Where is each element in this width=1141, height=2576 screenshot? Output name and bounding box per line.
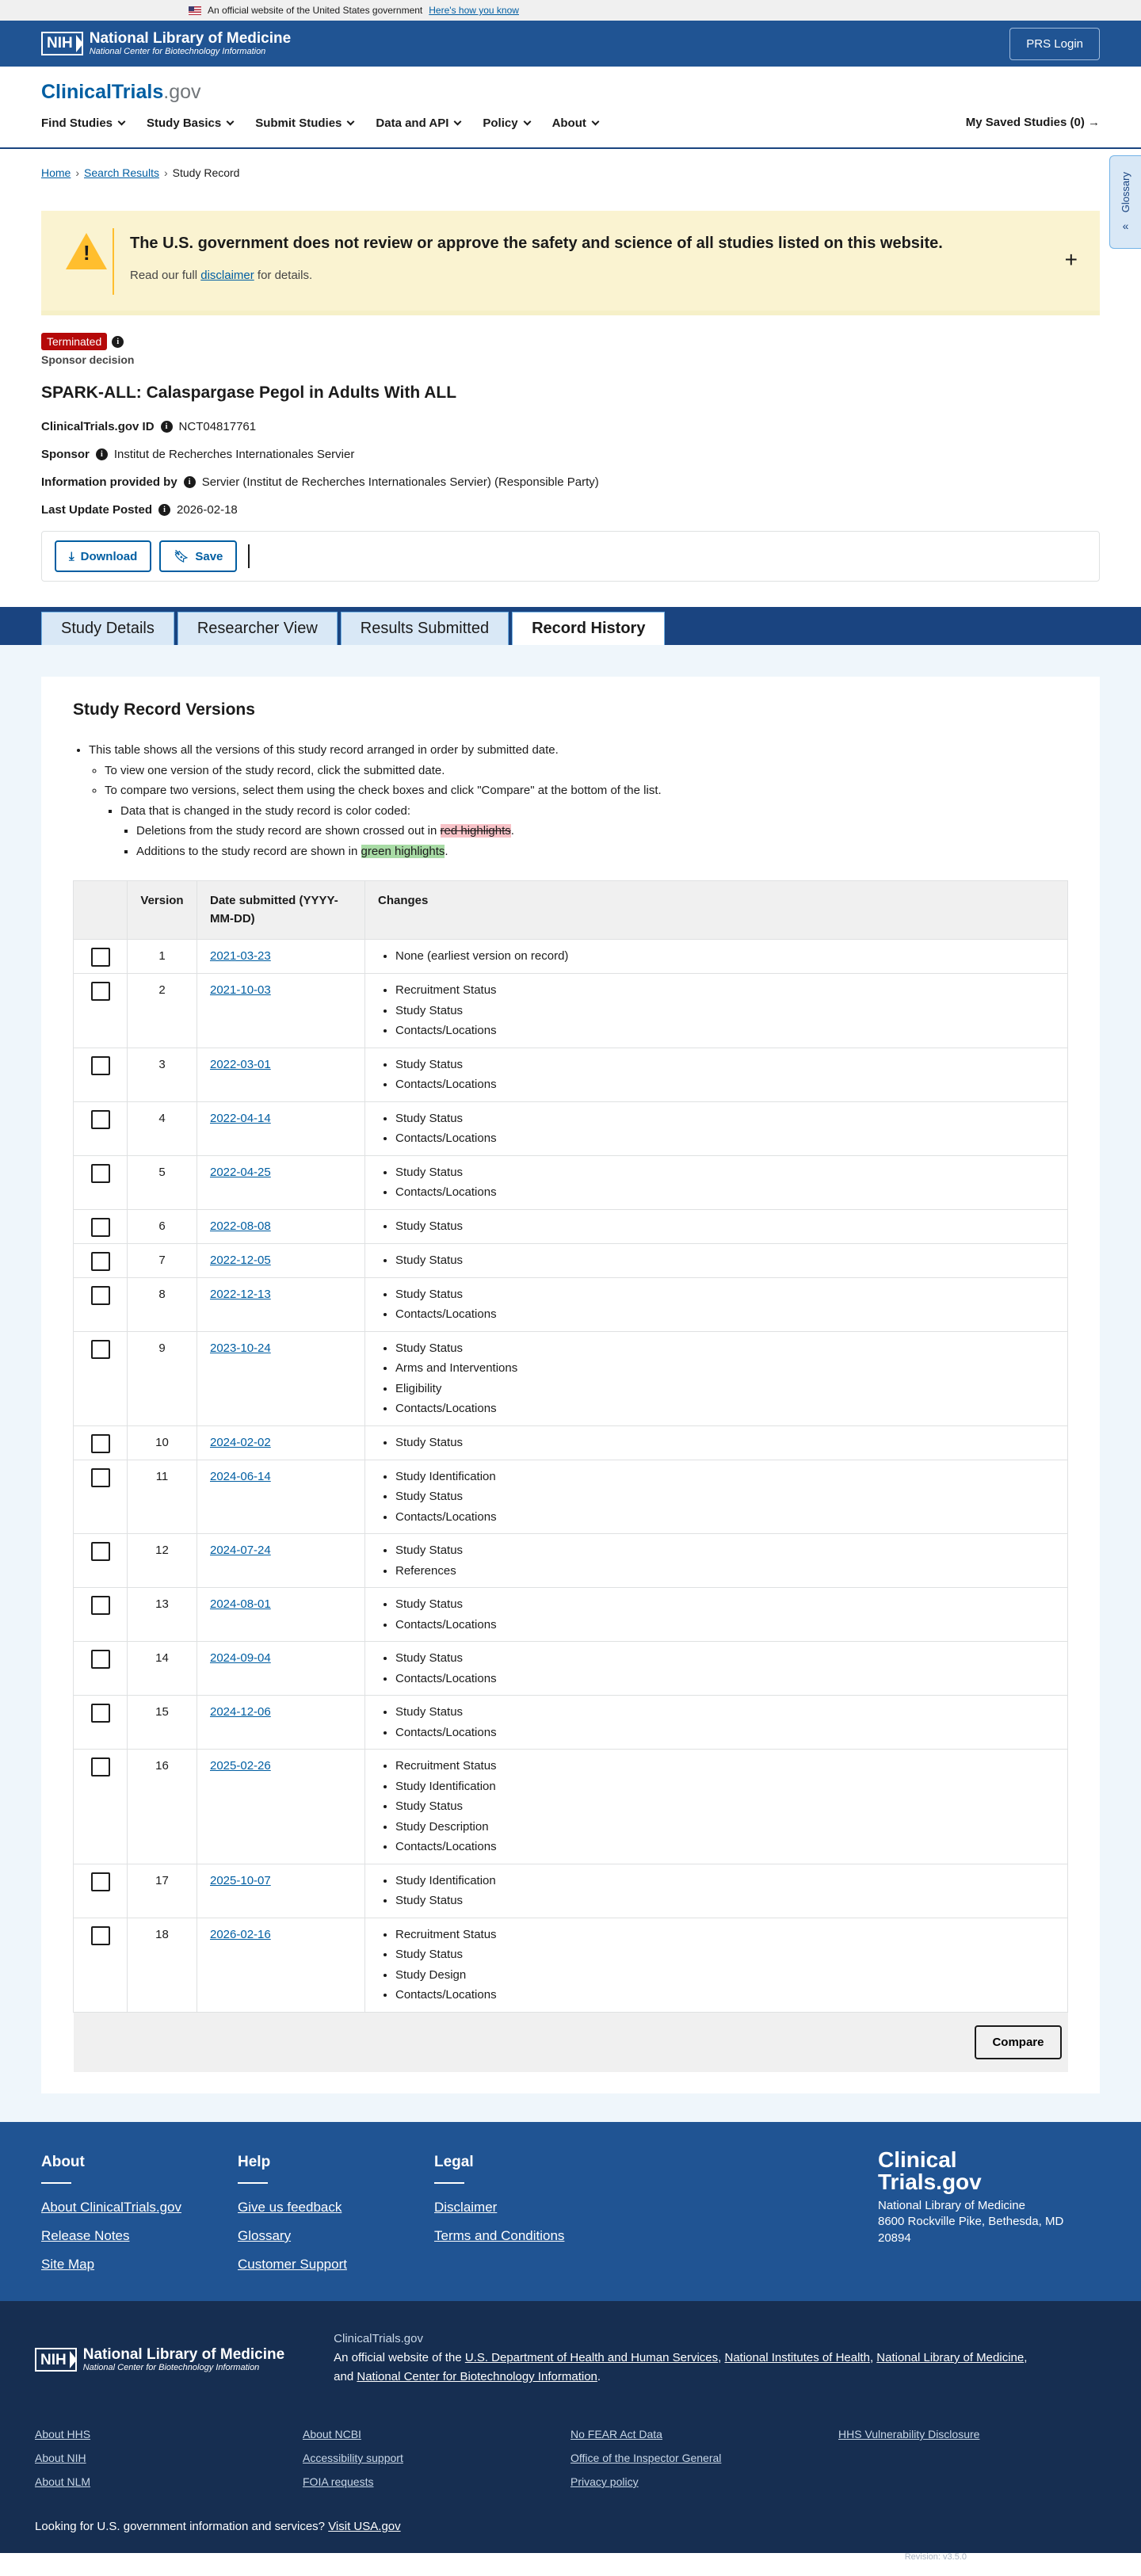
bookmark-icon: 🔖︎ [174, 550, 189, 563]
version-number: 2 [128, 974, 197, 1048]
version-number: 5 [128, 1155, 197, 1209]
nav-data-api[interactable]: Data and API [376, 116, 460, 130]
version-number: 1 [128, 940, 197, 974]
change-item: • None (earliest version on record) [395, 946, 1055, 967]
change-item: • Contacts/Locations [395, 1304, 1055, 1325]
change-item: • Study Status [395, 1796, 1055, 1817]
version-date-link[interactable]: 2021-03-23 [210, 949, 271, 963]
saved-studies-link[interactable]: My Saved Studies (0) → [965, 116, 1100, 129]
footer-link[interactable]: Disclaimer [434, 2200, 498, 2215]
history-notes [73, 740, 1068, 861]
tab-results-submitted[interactable]: Results Submitted [341, 612, 509, 645]
footer-help-heading: Help [238, 2154, 271, 2170]
table-row [74, 1048, 1068, 1101]
version-date-link[interactable]: 2023-10-24 [210, 1341, 271, 1355]
change-item: • Study Identification [395, 1776, 1055, 1797]
col-select [74, 881, 128, 940]
last-update-value: 2026-02-18 [177, 503, 238, 517]
change-item: • Contacts/Locations [395, 1507, 1055, 1528]
version-number: 14 [128, 1642, 197, 1696]
footer-link[interactable]: Glossary [238, 2228, 292, 2243]
version-number: 12 [128, 1534, 197, 1588]
table-row [74, 1277, 1068, 1331]
change-item: • Study Status [395, 1055, 1055, 1075]
change-item: • Study Description [395, 1817, 1055, 1838]
version-checkbox[interactable] [91, 1704, 110, 1723]
change-item: • Contacts/Locations [395, 1837, 1055, 1857]
table-footer [74, 2012, 1068, 2072]
disclaimer-link[interactable]: disclaimer [200, 269, 254, 282]
official-site-text: ClinicalTrials.gov An official website of the U.S. Department of Health and Human Services, National Institutes of Health, National Library of Medicine, and National Center for Biotechnology Information. [334, 2332, 1028, 2383]
addition-sample: green highlights [361, 844, 445, 858]
change-item: • Contacts/Locations [395, 1182, 1055, 1203]
table-row [74, 1750, 1068, 1864]
agency-footer [0, 2301, 1141, 2562]
footer-link[interactable]: Customer Support [238, 2257, 347, 2272]
agency-link[interactable]: About NCBI [303, 2428, 361, 2441]
footer-link[interactable]: Release Notes [41, 2228, 130, 2243]
version-checkbox[interactable] [91, 1340, 110, 1359]
compare-button[interactable]: Compare [975, 2025, 1061, 2059]
glossary-tab[interactable] [1109, 155, 1141, 249]
info-icon[interactable]: i [161, 421, 173, 433]
version-checkbox[interactable] [91, 1542, 110, 1561]
nav-find-studies[interactable]: Find Studies [41, 116, 124, 130]
last-update-label: Last Update Posted [41, 503, 153, 517]
version-number: 6 [128, 1209, 197, 1243]
version-number: 9 [128, 1331, 197, 1425]
change-item: • Study Status [395, 1001, 1055, 1021]
nlm-header [0, 21, 1141, 67]
change-item: • Study Status [395, 1944, 1055, 1965]
breadcrumb-search-results[interactable]: Search Results [84, 166, 159, 179]
download-icon: ⤓ [69, 549, 74, 563]
warning-icon [66, 233, 107, 269]
site-header [0, 67, 1141, 149]
nav-study-basics[interactable]: Study Basics [147, 116, 233, 130]
table-row [74, 1101, 1068, 1155]
footer-link[interactable]: Terms and Conditions [434, 2228, 565, 2243]
note-item: ▪ Data that is changed in the study record is color coded: [120, 801, 1068, 822]
change-item: • References [395, 1561, 1055, 1582]
tab-study-details[interactable]: Study Details [41, 612, 174, 645]
info-icon[interactable]: i [96, 448, 108, 460]
divider [248, 544, 250, 568]
change-item: • Recruitment Status [395, 980, 1055, 1001]
table-row [74, 1864, 1068, 1918]
change-item: • Study Status [395, 1540, 1055, 1561]
table-row [74, 1209, 1068, 1243]
version-checkbox[interactable] [91, 982, 110, 1001]
version-checkbox[interactable] [91, 1286, 110, 1305]
study-meta [0, 403, 1141, 517]
info-icon[interactable]: i [158, 504, 170, 516]
info-icon[interactable]: i [112, 336, 124, 348]
version-date-link[interactable]: 2025-10-07 [210, 1873, 271, 1887]
info-icon[interactable]: i [184, 476, 196, 488]
change-item: • Study Status [395, 1162, 1055, 1183]
deletion-sample: red highlights [440, 824, 511, 838]
status-badge: Terminated [41, 333, 107, 350]
table-row [74, 1642, 1068, 1696]
note-item: ◦ To compare two versions, select them using the check boxes and click "Compare" at the bottom of the list. [105, 780, 1068, 801]
versions-table [73, 880, 1068, 2072]
version-checkbox[interactable] [91, 1110, 110, 1129]
sponsor-label: Sponsor [41, 448, 90, 461]
version-checkbox[interactable] [91, 1056, 110, 1075]
change-item: • Recruitment Status [395, 1925, 1055, 1945]
change-item: • Study Status [395, 1702, 1055, 1723]
col-changes: Changes [365, 881, 1068, 940]
footer-link[interactable]: About ClinicalTrials.gov [41, 2200, 181, 2215]
version-number: 17 [128, 1864, 197, 1918]
change-item: • Study Status [395, 1486, 1055, 1507]
version-number: 3 [128, 1048, 197, 1101]
version-date-link[interactable]: 2024-09-04 [210, 1651, 271, 1665]
agency-link[interactable]: About HHS [35, 2428, 91, 2441]
change-item: • Study Status [395, 1594, 1055, 1615]
version-number: 8 [128, 1277, 197, 1331]
footer-link[interactable]: Give us feedback [238, 2200, 342, 2215]
version-number: 7 [128, 1243, 197, 1277]
col-date: Date submitted (YYYY-MM-DD) [197, 881, 365, 940]
change-item: • Study Design [395, 1965, 1055, 1986]
us-flag-icon [189, 6, 201, 15]
study-tabs [0, 607, 1141, 645]
change-item: • Contacts/Locations [395, 1669, 1055, 1689]
version-checkbox[interactable] [91, 1872, 110, 1891]
revision-text: Revision: v3.5.0 [904, 2552, 967, 2562]
breadcrumb: Home › Search Results › Study Record [41, 166, 240, 179]
download-button[interactable]: ⤓ Download [55, 540, 151, 572]
history-card [41, 677, 1100, 2093]
alert-subtext: Read our full disclaimer for details. [130, 269, 313, 282]
agency-link[interactable]: Privacy policy [570, 2475, 639, 2488]
change-item: • Contacts/Locations [395, 1074, 1055, 1095]
version-date-link[interactable]: 2026-02-16 [210, 1927, 271, 1941]
version-date-link[interactable]: 2024-08-01 [210, 1597, 271, 1611]
agency-link[interactable]: About NIH [35, 2452, 86, 2464]
version-number: 13 [128, 1588, 197, 1642]
change-item: • Study Identification [395, 1871, 1055, 1891]
change-item: • Contacts/Locations [395, 1985, 1055, 2005]
nlm-footer-logo[interactable]: NIH National Library of Medicine National Center for Biotechnology Information [35, 2333, 284, 2387]
change-item: • Contacts/Locations [395, 1615, 1055, 1635]
change-item: • Study Status [395, 1433, 1055, 1453]
version-checkbox[interactable] [91, 1596, 110, 1615]
usa-gov-row: Looking for U.S. government information and services? Visit USA.gov [35, 2520, 401, 2533]
version-number: 11 [128, 1460, 197, 1534]
history-section [0, 645, 1141, 2122]
version-checkbox[interactable] [91, 1164, 110, 1183]
info-provided-label: Information provided by [41, 475, 177, 489]
note-item: • This table shows all the versions of this study record arranged in order by submitted date. [89, 740, 1068, 761]
agency-link[interactable]: FOIA requests [303, 2475, 374, 2488]
status-note: Sponsor decision [41, 353, 135, 366]
version-checkbox[interactable] [91, 1218, 110, 1237]
version-checkbox[interactable] [91, 948, 110, 967]
nav-submit-studies[interactable]: Submit Studies [255, 116, 353, 130]
version-date-link[interactable]: 2022-04-14 [210, 1111, 271, 1125]
change-item: • Study Status [395, 1648, 1055, 1669]
version-date-link[interactable]: 2024-06-14 [210, 1469, 271, 1483]
footer-about-heading: About [41, 2154, 85, 2170]
change-item: • Study Status [395, 1891, 1055, 1911]
site-footer [0, 2122, 1141, 2301]
note-item: ◦ To view one version of the study record, click the submitted date. [105, 761, 1068, 781]
gov-banner [0, 0, 1141, 21]
gov-banner-text: An official website of the United States government [208, 5, 423, 16]
version-number: 4 [128, 1101, 197, 1155]
nlm-subtitle: National Center for Biotechnology Information [89, 47, 266, 57]
version-date-link[interactable]: 2024-02-02 [210, 1435, 271, 1449]
agency-link[interactable]: HHS Vulnerability Disclosure [838, 2428, 980, 2441]
version-date-link[interactable]: 2022-03-01 [210, 1057, 271, 1071]
table-row [74, 1155, 1068, 1209]
table-row [74, 1331, 1068, 1425]
footer-link[interactable]: Site Map [41, 2257, 95, 2272]
table-row [74, 1460, 1068, 1534]
table-row [74, 1534, 1068, 1588]
usa-gov-link[interactable]: Visit USA.gov [328, 2520, 401, 2533]
col-version: Version [128, 881, 197, 940]
change-item: • Study Status [395, 1250, 1055, 1271]
version-date-link[interactable]: 2022-12-13 [210, 1287, 271, 1301]
version-date-link[interactable]: 2022-12-05 [210, 1253, 271, 1267]
footer-legal-heading: Legal [434, 2154, 474, 2170]
nlm-link[interactable]: National Library of Medicine [876, 2351, 1025, 2364]
breadcrumb-current: Study Record [172, 166, 240, 179]
change-item: • Arms and Interventions [395, 1358, 1055, 1379]
agency-link[interactable]: About NLM [35, 2475, 91, 2488]
heres-how-link[interactable]: Here's how you know [429, 5, 519, 16]
change-item: • Eligibility [395, 1379, 1055, 1399]
nct-id-value: NCT04817761 [178, 420, 257, 433]
change-item: • Contacts/Locations [395, 1723, 1055, 1743]
version-date-link[interactable]: 2025-02-26 [210, 1759, 271, 1773]
version-date-link[interactable]: 2024-12-06 [210, 1705, 271, 1719]
main-nav [41, 116, 1100, 130]
version-date-link[interactable]: 2021-10-03 [210, 983, 271, 997]
change-item: • Study Status [395, 1109, 1055, 1129]
chevron-left-icon: « [1122, 219, 1129, 232]
nct-id-label: ClinicalTrials.gov ID [41, 420, 155, 433]
version-number: 16 [128, 1750, 197, 1864]
change-item: • Study Status [395, 1216, 1055, 1237]
hhs-link[interactable]: U.S. Department of Health and Human Services [464, 2351, 719, 2364]
note-item: ▪ Additions to the study record are shown in green highlights. [136, 841, 1068, 862]
version-date-link[interactable]: 2022-08-08 [210, 1219, 271, 1233]
table-row [74, 1696, 1068, 1750]
change-item: • Recruitment Status [395, 1756, 1055, 1776]
nih-logo-icon: NIH [41, 32, 83, 55]
breadcrumb-home[interactable]: Home [41, 166, 71, 179]
version-date-link[interactable]: 2022-04-25 [210, 1165, 271, 1179]
table-row [74, 1243, 1068, 1277]
nlm-logo[interactable] [41, 31, 291, 57]
version-checkbox[interactable] [91, 1468, 110, 1487]
agency-link[interactable]: Accessibility support [303, 2452, 403, 2464]
change-item: • Contacts/Locations [395, 1128, 1055, 1149]
study-title: SPARK-ALL: Calaspargase Pegol in Adults With ALL [41, 384, 457, 402]
action-bar [41, 531, 1100, 582]
version-number: 15 [128, 1696, 197, 1750]
ctg-logo[interactable]: ClinicalTrials.gov [41, 81, 201, 103]
version-number: 10 [128, 1425, 197, 1460]
info-provided-value: Servier (Institut de Recherches Internationales Servier) (Responsible Party) [201, 475, 599, 489]
change-item: • Study Status [395, 1284, 1055, 1305]
version-number: 18 [128, 1918, 197, 2012]
expand-plus-icon[interactable]: + [1064, 247, 1078, 272]
version-date-link[interactable]: 2024-07-24 [210, 1544, 271, 1557]
sponsor-value: Institut de Recherches Internationales Servier [113, 448, 355, 461]
change-item: • Study Identification [395, 1467, 1055, 1487]
table-row [74, 1425, 1068, 1460]
nih-logo-icon: NIH [35, 2348, 77, 2372]
nih-link[interactable]: National Institutes of Health [724, 2351, 870, 2364]
agency-link[interactable]: Office of the Inspector General [570, 2452, 722, 2464]
agency-link[interactable]: No FEAR Act Data [570, 2428, 662, 2441]
table-row [74, 940, 1068, 974]
version-checkbox[interactable] [91, 1757, 110, 1776]
version-checkbox[interactable] [91, 1252, 110, 1271]
agency-links [35, 2428, 1106, 2499]
note-item: ▪ Deletions from the study record are shown crossed out in red highlights. [136, 821, 1068, 841]
nav-about[interactable]: About [552, 116, 598, 130]
table-row [74, 974, 1068, 1048]
alert-title: The U.S. government does not review or approve the safety and science of all studies listed on this website. [130, 235, 943, 252]
footer-address: Clinical Trials.gov National Library of Medicine 8600 Rockville Pike, Bethesda, MD 20894 [878, 2147, 1064, 2245]
tab-record-history[interactable]: Record History [512, 612, 665, 645]
prs-login-button[interactable]: PRS Login [1009, 28, 1100, 60]
ctg-footer-logo[interactable]: Clinical [878, 2147, 957, 2172]
nlm-title: National Library of Medicine [89, 29, 292, 47]
change-item: • Study Status [395, 1338, 1055, 1359]
history-heading: Study Record Versions [73, 700, 255, 719]
change-item: • Contacts/Locations [395, 1021, 1055, 1041]
version-checkbox[interactable] [91, 1926, 110, 1945]
table-row [74, 1588, 1068, 1642]
save-button[interactable]: 🔖︎ Save [159, 540, 237, 572]
glossary-label: Glossary [1120, 172, 1131, 213]
disclaimer-alert [41, 211, 1100, 315]
version-checkbox[interactable] [91, 1650, 110, 1669]
nav-policy[interactable]: Policy [483, 116, 529, 130]
arrow-right-icon: → [1088, 116, 1100, 129]
version-checkbox[interactable] [91, 1434, 110, 1453]
table-row [74, 1918, 1068, 2012]
ncbi-link[interactable]: National Center for Biotechnology Information [357, 2370, 597, 2383]
status-row [0, 315, 1141, 350]
change-item: • Contacts/Locations [395, 1399, 1055, 1419]
tab-researcher-view[interactable]: Researcher View [177, 612, 338, 645]
